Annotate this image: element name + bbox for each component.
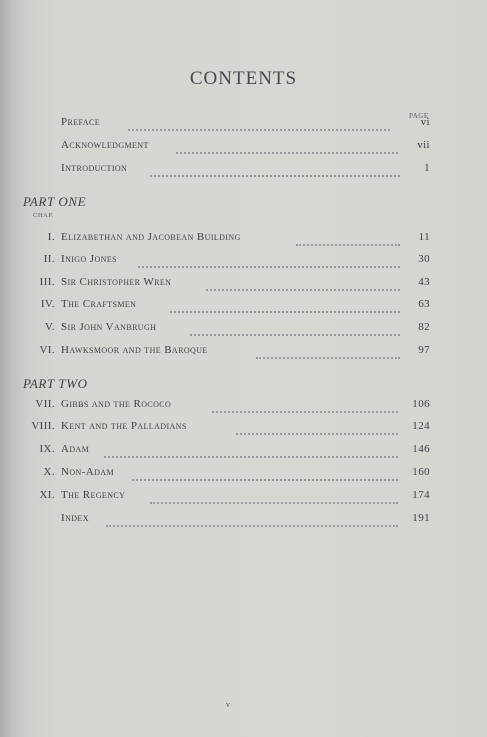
toc-entry-page: 1 [424,162,430,174]
toc-chapter-6 [0,344,487,362]
toc-chapter-10 [0,466,487,484]
chapter-number: III. [39,276,55,288]
chapter-page: 11 [418,231,430,243]
chapter-number: X. [43,466,55,478]
chapter-title: Gibbs and the Rococo [61,398,172,410]
toc-entry-page: vi [420,116,430,128]
toc-chapter-4 [0,298,487,316]
page-title: CONTENTS [189,68,298,89]
chapter-number: IV. [40,298,55,310]
chapter-number: IX. [39,443,55,455]
toc-entry-introduction [0,162,487,180]
dot-leader [176,140,398,154]
chapter-number: II. [43,253,55,265]
toc-chapter-2 [0,253,487,271]
chapter-title: Non-Adam [61,466,114,478]
chapter-number: V. [44,321,55,333]
part-two-heading: PART TWO [23,376,88,391]
toc-entry-label: Acknowledgment [61,139,149,151]
dot-leader [206,277,400,291]
dot-leader [132,467,398,481]
chapter-title: Elizabethan and Jacobean Building [61,231,241,243]
part-one-heading: PART ONE [23,194,87,209]
dot-leader [236,421,398,435]
chapter-page: 124 [412,420,430,432]
chapter-title: Sir John Vanbrugh [61,321,157,333]
toc-entry-page: 191 [412,512,430,524]
chapter-page: 174 [412,489,430,501]
dot-leader [190,322,400,336]
dot-leader [212,399,398,413]
chapter-page: 146 [412,443,430,455]
dot-leader [256,345,400,359]
dot-leader [296,232,400,246]
chapter-page: 63 [418,298,430,310]
chapter-page: 30 [418,253,430,265]
chapter-number: XI. [39,489,55,501]
toc-chapter-8 [0,420,487,438]
chapter-title: Adam [61,443,90,455]
toc-chapter-1 [0,231,487,249]
dot-leader [128,117,390,131]
toc-entry-label: Preface [61,116,100,128]
toc-chapter-11 [0,489,487,507]
dot-leader [104,444,398,458]
chapter-number: VII. [35,398,55,410]
chapter-page: 43 [418,276,430,288]
chapter-title: Inigo Jones [61,253,117,265]
chapter-number: VI. [39,344,55,356]
chapter-number: VIII. [31,420,55,432]
toc-entry-page: vii [417,139,430,151]
toc-chapter-7 [0,398,487,416]
dot-leader [150,490,398,504]
toc-chapter-5 [0,321,487,339]
chapter-page: 97 [418,344,430,356]
toc-entry-index [0,512,487,530]
dot-leader [170,299,400,313]
toc-entry-preface [0,116,487,134]
chapter-page: 160 [412,466,430,478]
chapter-title: Kent and the Palladians [61,420,187,432]
chapter-title: Sir Christopher Wren [61,276,172,288]
chapter-title: The Craftsmen [61,298,137,310]
chapter-page: 106 [412,398,430,410]
dot-leader [106,513,398,527]
page-column-label: PAGE [409,112,429,120]
toc-chapter-9 [0,443,487,461]
chapter-title: Hawksmoor and the Baroque [61,344,208,356]
dot-leader [138,254,400,268]
chapter-number: I. [47,231,55,243]
page-folio: v [226,700,230,709]
toc-entry-label: Index [61,512,89,524]
toc-chapter-3 [0,276,487,294]
toc-entry-acknowledgment [0,139,487,157]
chapter-title: The Regency [61,489,126,501]
chapter-page: 82 [418,321,430,333]
chapter-column-label: CHAP. [33,212,54,219]
dot-leader [150,163,400,177]
toc-entry-label: Introduction [61,162,128,174]
